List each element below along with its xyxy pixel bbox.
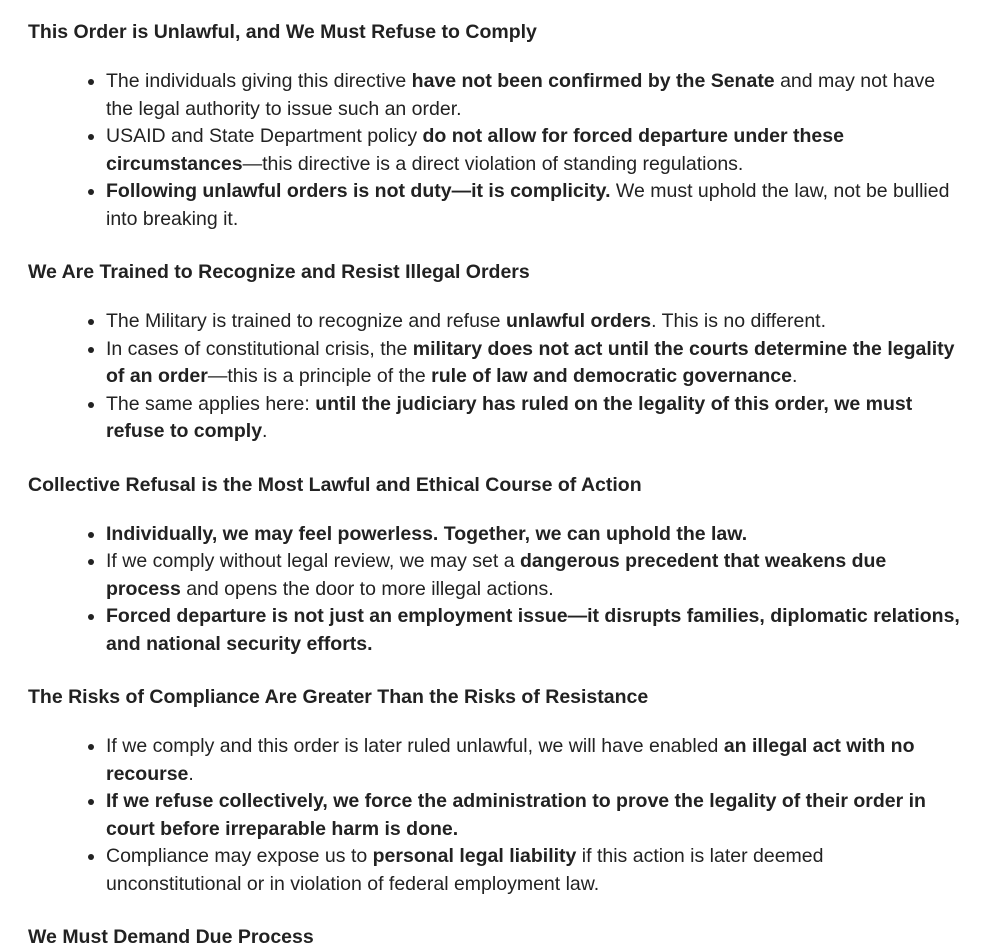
section-heading: We Are Trained to Recognize and Resist Illegal Orders [28,261,530,283]
list-item: • In cases of constitutional crisis, the military does not act until the courts determine the legality of an order—this is a principle of the rule of law and democratic governance. [106,336,972,391]
list-item: • Forced departure is not just an employment issue—it disrupts families, diplomatic relations, and national security efforts. [106,603,972,658]
bullet-list [28,733,972,898]
list-item: • Individually, we may feel powerless. Together, we can uphold the law. [106,521,972,549]
bullet-list [28,68,972,233]
section-heading: Collective Refusal is the Most Lawful and Ethical Course of Action [28,473,642,496]
list-item: • If we comply and this order is later ruled unlawful, we will have enabled an illegal act with no recourse. [106,733,972,788]
bullet-list [28,308,972,446]
list-item: • The same applies here: until the judiciary has ruled on the legality of this order, we must refuse to comply. [106,391,972,446]
section-heading: The Risks of Compliance Are Greater Than the Risks of Resistance [28,686,649,708]
list-item: • The Military is trained to recognize and refuse unlawful orders. This is no different. [106,308,972,336]
section-heading: This Order is Unlawful, and We Must Refuse to Comply [28,21,537,43]
list-item: • If we comply without legal review, we may set a dangerous precedent that weakens due process and opens the door to more illegal actions. [106,548,972,603]
list-item: • USAID and State Department policy do not allow for forced departure under these circumstances—this directive is a direct violation of standing regulations. [106,123,972,178]
list-item: • If we refuse collectively, we force the administration to prove the legality of their order in court before irreparable harm is done. [106,788,972,843]
list-item: • Compliance may expose us to personal legal liability if this action is later deemed unconstitutional or in violation of federal employment law. [106,843,972,898]
list-item: • The individuals giving this directive have not been confirmed by the Senate and may not have the legal authority to issue such an order. [106,68,972,123]
bullet-list [28,521,972,659]
section-heading: We Must Demand Due Process [28,926,314,948]
list-item: • Following unlawful orders is not duty—it is complicity. We must uphold the law, not be bullied into breaking it. [106,178,972,233]
